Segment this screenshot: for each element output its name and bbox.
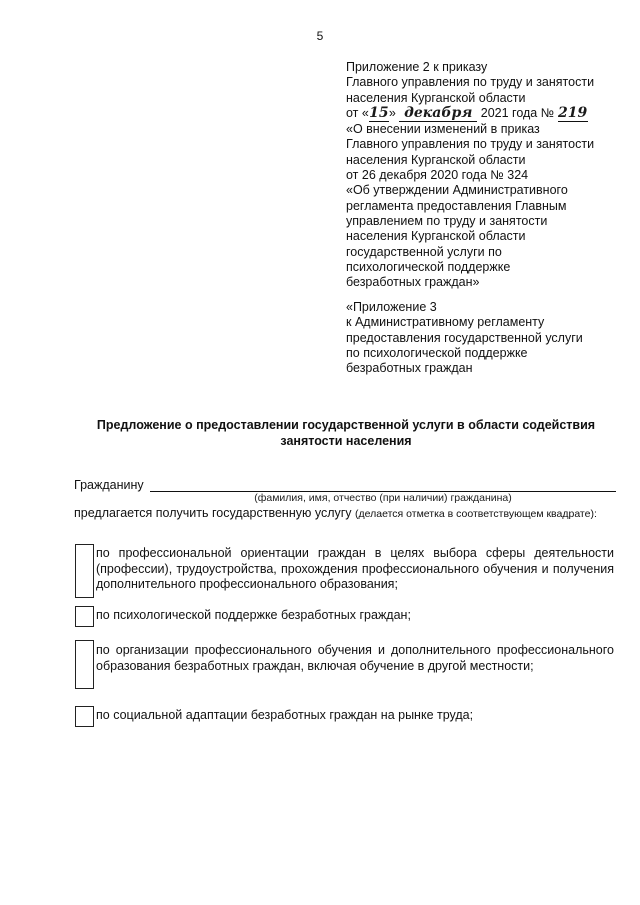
appendix-2-after-8: населения Курганской области <box>346 229 526 244</box>
offer-main: предлагается получить государственную услугу <box>74 506 352 520</box>
order-date-line <box>346 106 616 122</box>
offer-text <box>74 506 616 522</box>
date-prefix: от « <box>346 105 369 120</box>
order-number-handwritten: 219 <box>557 104 588 121</box>
appendix-2-after-1: «О внесении изменений в приказ <box>346 122 540 137</box>
option-career-guidance: по профессиональной ориентации граждан в целях выбора сферы деятельности (профессии), трудоустройства, прохождения профессионального обучения и получения дополнительного профессионального образования; <box>96 546 614 591</box>
date-year: 2021 года № <box>480 105 555 120</box>
document-heading <box>72 417 620 449</box>
appendix-3-header <box>346 300 616 376</box>
page-number: 5 <box>316 29 324 43</box>
heading-line-2: занятости населения <box>280 434 412 448</box>
appendix-2-after-6: регламента предоставления Главным <box>346 198 567 213</box>
appendix-2-after-3: населения Курганской области <box>346 152 526 167</box>
appendix-3-line-3: предоставления государственной услуги <box>346 330 583 345</box>
appendix-2-after-7: управлением по труду и занятости <box>346 213 548 228</box>
appendix-2-after-10: психологической поддержке <box>346 259 511 274</box>
appendix-2-after-11: безработных граждан» <box>346 275 480 290</box>
appendix-3-line-4: по психологической поддержке <box>346 345 528 360</box>
option-psychological-support: по психологической поддержке безработных граждан; <box>96 608 411 622</box>
appendix-2-line-1: Приложение 2 к приказу <box>346 60 488 74</box>
appendix-2-line-2: Главного управления по труду и занятости <box>346 75 595 90</box>
citizen-label: Гражданину <box>74 478 144 492</box>
appendix-2-after-2: Главного управления по труду и занятости <box>346 137 595 152</box>
option-vocational-training: по организации профессионального обучения и дополнительного профессионального образования безработных граждан, включая обучение в другой местности; <box>96 643 614 673</box>
appendix-2-after-5: «Об утверждении Административного <box>346 183 568 198</box>
option-checkbox-career-guidance[interactable] <box>75 544 94 598</box>
appendix-3-line-5: безработных граждан <box>346 361 473 376</box>
appendix-3-line-1: «Приложение 3 <box>346 300 437 314</box>
offer-note: (делается отметка в соответствующем квадрате): <box>355 508 597 520</box>
option-checkbox-vocational-training[interactable] <box>75 640 94 689</box>
appendix-3-line-2: к Административному регламенту <box>346 315 545 330</box>
citizen-name-hint: (фамилия, имя, отчество (при наличии) гражданина) <box>254 492 512 504</box>
appendix-2-after-4: от 26 декабря 2020 года № 324 <box>346 168 529 183</box>
appendix-2-line-3: населения Курганской области <box>346 90 526 105</box>
option-checkbox-psychological-support[interactable] <box>75 606 94 627</box>
date-month-handwritten: декабря <box>399 106 477 122</box>
option-social-adaptation: по социальной адаптации безработных граждан на рынке труда; <box>96 708 474 722</box>
appendix-2-after-9: государственной услуги по <box>346 244 502 259</box>
appendix-2-header <box>346 60 616 290</box>
date-mid: » <box>388 105 396 120</box>
option-checkbox-social-adaptation[interactable] <box>75 706 94 727</box>
heading-line-1: Предложение о предоставлении государственной услуги в области содействия <box>96 418 596 432</box>
date-day-handwritten: 15 <box>369 104 389 121</box>
